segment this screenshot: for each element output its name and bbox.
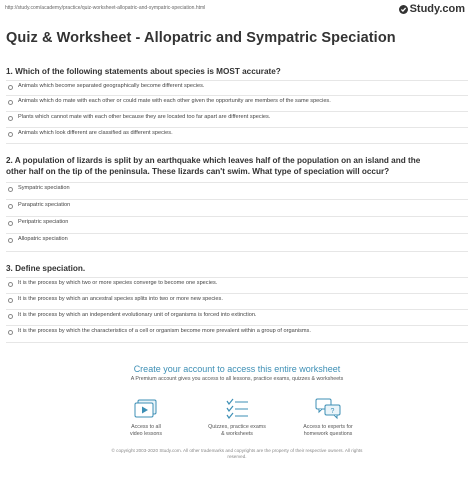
cta-subtext: A Premium account gives you access to all lessons, practice exams, quizzes & worksheets — [130, 376, 344, 382]
answer-option[interactable] — [6, 325, 468, 340]
feature-text: Access to all — [131, 424, 161, 430]
feature-experts — [283, 396, 373, 437]
copyright-footer — [0, 448, 474, 460]
option-label: Animals which look different are classified as different species. — [18, 130, 173, 136]
logo-mark-icon — [399, 5, 408, 14]
radio-icon — [8, 100, 13, 105]
question-text: 1. Which of the following statements about species is MOST accurate? — [6, 67, 281, 76]
answer-option[interactable] — [6, 233, 468, 248]
logo-text: Study.com — [409, 3, 465, 15]
radio-icon — [8, 238, 13, 243]
feature-text: Quizzes, practice exams — [208, 424, 266, 430]
question-3 — [6, 263, 468, 274]
copyright-line: © copyright 2003-2020 Study.com. All other trademarks and copyrights are the property of their respective owners. All rights — [111, 448, 363, 453]
radio-icon — [8, 221, 13, 226]
question-text: 2. A population of lizards is split by an earthquake which leaves half of the population on an island and the — [6, 156, 421, 165]
option-label: Allopatric speciation — [18, 236, 68, 242]
radio-icon — [8, 85, 13, 90]
radio-icon — [8, 298, 13, 303]
feature-text: video lessons — [129, 430, 163, 437]
answer-option[interactable] — [6, 199, 468, 214]
radio-icon — [8, 330, 13, 335]
feature-text: homework questions — [303, 430, 353, 437]
option-label: Animals which do mate with each other or could mate with each other given the opportunity are members of the same species. — [18, 98, 331, 104]
feature-video-lessons — [101, 396, 191, 437]
radio-icon — [8, 187, 13, 192]
page-url: http://study.com/academy/practice/quiz-worksheet-allopatric-and-sympatric-speciation.html — [5, 5, 206, 11]
question-text: 3. Define speciation. — [6, 264, 86, 273]
answer-option[interactable] — [6, 309, 468, 324]
answer-option[interactable] — [6, 127, 468, 142]
radio-icon — [8, 116, 13, 121]
page-title: Quiz & Worksheet - Allopatric and Sympatric Speciation — [6, 30, 396, 46]
radio-icon — [8, 314, 13, 319]
option-label: Sympatric speciation — [18, 185, 70, 191]
answer-option[interactable] — [6, 95, 468, 110]
option-label: It is the process by which the characteristics of a cell or organism become more prevalent within a group of organisms. — [18, 328, 311, 334]
video-icon — [131, 396, 161, 420]
study-logo[interactable] — [399, 3, 465, 15]
question-2 — [6, 155, 468, 177]
answer-option[interactable] — [6, 277, 468, 292]
feature-quizzes — [192, 396, 282, 437]
option-label: Peripatric speciation — [18, 219, 69, 225]
question-divider — [6, 342, 468, 343]
question-divider — [6, 251, 468, 252]
answer-option[interactable] — [6, 293, 468, 308]
radio-icon — [8, 132, 13, 137]
svg-text:?: ? — [330, 408, 335, 415]
chat-icon — [313, 396, 343, 420]
answer-option[interactable] — [6, 111, 468, 126]
radio-icon — [8, 282, 13, 287]
answer-option[interactable] — [6, 80, 468, 95]
question-1 — [6, 66, 468, 77]
header-bar — [5, 4, 469, 14]
cta-heading[interactable]: Create your account to access this entire worksheet — [133, 364, 341, 374]
option-label: It is the process by which two or more species converge to become one species. — [18, 280, 218, 286]
question-text: other half on the tip of the peninsula. These lizards can't swim. What type of speciation will occur? — [6, 167, 390, 176]
option-label: Parapatric speciation — [18, 202, 71, 208]
question-divider — [6, 143, 468, 144]
option-label: It is the process by which an ancestral species splits into two or more new species. — [18, 296, 223, 302]
feature-text: & worksheets — [221, 430, 253, 437]
option-label: It is the process by which an independent evolutionary unit of organisms is forced into extinction. — [18, 312, 257, 318]
quiz-icon — [222, 396, 252, 420]
option-label: Plants which cannot mate with each other because they are located too far apart are different species. — [18, 114, 271, 120]
feature-text: Access to experts for — [303, 424, 353, 430]
option-label: Animals which become separated geographically become different species. — [18, 83, 205, 89]
answer-option[interactable] — [6, 216, 468, 231]
copyright-line: reserved. — [227, 454, 247, 459]
answer-option[interactable] — [6, 182, 468, 197]
radio-icon — [8, 204, 13, 209]
